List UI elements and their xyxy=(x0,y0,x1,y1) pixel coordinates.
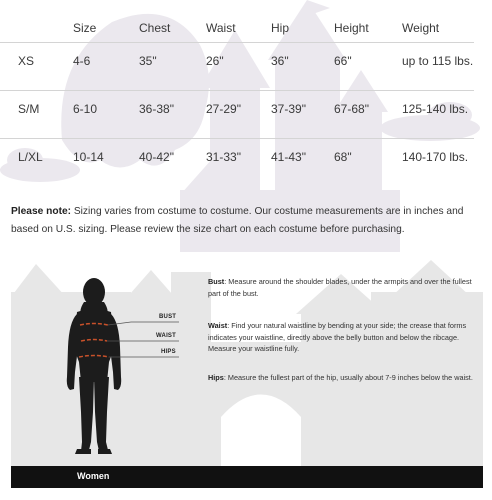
note-text: Sizing varies from costume to costume. Our costume measurements are in inches and based on U.S. sizing. Please review the size chart on each costume before purchasing. xyxy=(11,206,464,235)
header-chest: Chest xyxy=(139,0,206,42)
cell-hip: 36" xyxy=(271,42,334,90)
table-row xyxy=(0,90,474,138)
size-chart-header-row xyxy=(0,0,474,42)
header-hip: Hip xyxy=(271,0,334,42)
cell-chest: 40-42" xyxy=(139,149,174,164)
waist-marker-label: WAIST xyxy=(156,333,176,339)
cell-weight: 125-140 lbs. xyxy=(402,90,474,138)
size-chart-table xyxy=(0,0,474,186)
cell-size-label: S/M xyxy=(0,90,73,138)
guide-footer-bar xyxy=(11,466,483,488)
cell-size-label: XS xyxy=(0,42,73,90)
header-waist: Waist xyxy=(206,0,271,42)
bust-marker-label: BUST xyxy=(159,314,177,320)
header-size: Size xyxy=(73,0,139,42)
cell-size: 4-6 xyxy=(73,42,139,90)
header-cell xyxy=(0,0,73,42)
cell-chest: 36-38" xyxy=(139,90,206,138)
table-row xyxy=(0,42,474,90)
cell-height: 67-68" xyxy=(334,90,402,138)
cell-waist: 31-33" xyxy=(206,149,241,164)
sizing-note xyxy=(11,203,485,239)
hips-description xyxy=(208,372,476,384)
bust-text: : Measure around the shoulder blades, under the armpits and over the fullest part of the bust. xyxy=(208,277,472,298)
cell-height: 66" xyxy=(334,42,402,90)
cell-chest: 35" xyxy=(139,42,206,90)
cell-hip: 41-43" xyxy=(271,149,306,164)
waist-description xyxy=(208,320,476,355)
bust-description xyxy=(208,276,476,299)
cell-size: 10-14 xyxy=(73,149,104,164)
waist-text: : Find your natural waistline by bending at your side; the crease that forms indicates your waistline, directly above the belly button and below the ribcage. Measure your waistline fully. xyxy=(208,321,467,353)
cell-size: 6-10 xyxy=(73,90,139,138)
cell-waist: 26" xyxy=(206,42,271,90)
cell-waist: 27-29" xyxy=(206,90,271,138)
hips-label: Hips xyxy=(208,373,224,382)
note-label: Please note: xyxy=(11,206,72,217)
bust-label: Bust xyxy=(208,277,225,286)
hips-text: : Measure the fullest part of the hip, usually about 7-9 inches below the waist. xyxy=(223,373,473,382)
cell-hip: 37-39" xyxy=(271,90,334,138)
women-label: Women xyxy=(77,471,110,481)
cell-size-label: L/XL xyxy=(18,149,43,164)
hips-marker-label: HIPS xyxy=(161,349,176,355)
cell-height: 68" xyxy=(334,149,352,164)
header-weight: Weight xyxy=(402,0,474,42)
table-row xyxy=(0,138,474,186)
waist-label: Waist xyxy=(208,321,228,330)
cell-weight: up to 115 lbs. xyxy=(402,42,474,90)
measurement-guide xyxy=(11,252,483,488)
header-height: Height xyxy=(334,0,402,42)
cell-weight: 140-170 lbs. xyxy=(402,149,469,164)
